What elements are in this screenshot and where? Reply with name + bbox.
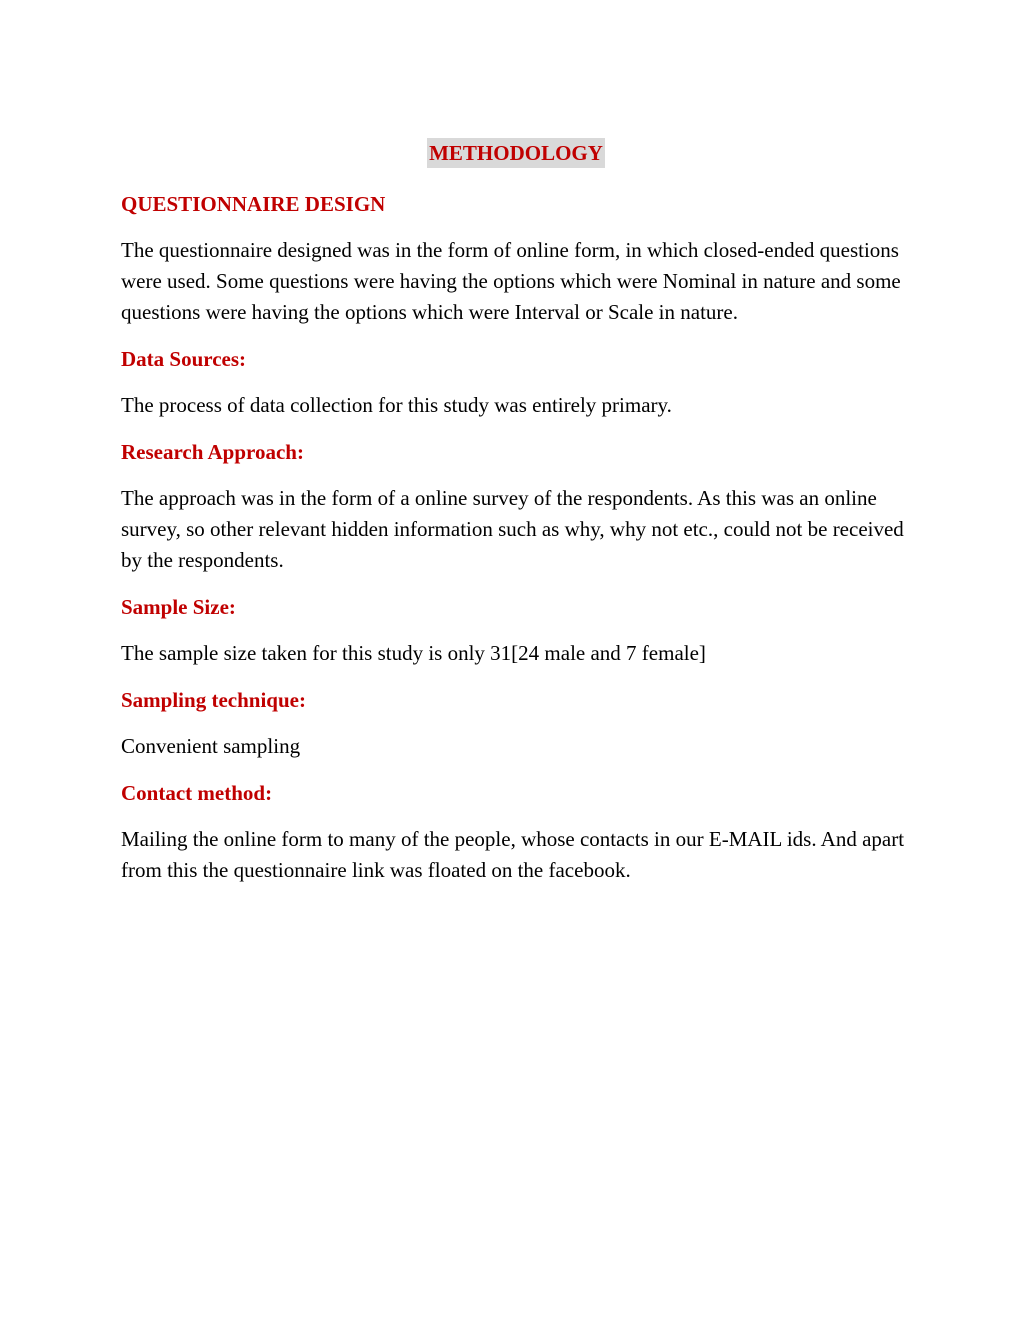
section-text-contact-method: Mailing the online form to many of the people, whose contacts in our E-MAIL ids. And apart from this the questionnaire link was floated on the facebook.	[121, 827, 905, 882]
section-text-data-sources: The process of data collection for this study was entirely primary.	[121, 393, 672, 417]
section-text-sampling-technique: Convenient sampling	[121, 734, 301, 758]
section-heading-sampling-technique: Sampling technique:	[121, 688, 306, 712]
section-heading-data-sources: Data Sources:	[121, 347, 247, 371]
section-heading-sample-size: Sample Size:	[121, 595, 236, 619]
section-text-research-approach: The approach was in the form of a online survey of the respondents. As this was an online survey, so other relevant hidden information such as why, why not etc., could not be received by the respondents.	[121, 486, 904, 572]
section-text-questionnaire-design: The questionnaire designed was in the form of online form, in which closed-ended questions were used. Some questions were having the options which were Nominal in nature and some questions were having the options which were Interval or Scale in nature.	[121, 238, 901, 324]
section-heading-research-approach: Research Approach:	[121, 440, 304, 464]
page-title: METHODOLOGY	[427, 138, 605, 168]
section-heading-contact-method: Contact method:	[121, 781, 273, 805]
section-heading-questionnaire-design: QUESTIONNAIRE DESIGN	[121, 192, 386, 216]
section-text-sample-size: The sample size taken for this study is only 31[24 male and 7 female]	[121, 641, 706, 665]
document-page	[121, 138, 911, 902]
title-container	[121, 138, 911, 171]
